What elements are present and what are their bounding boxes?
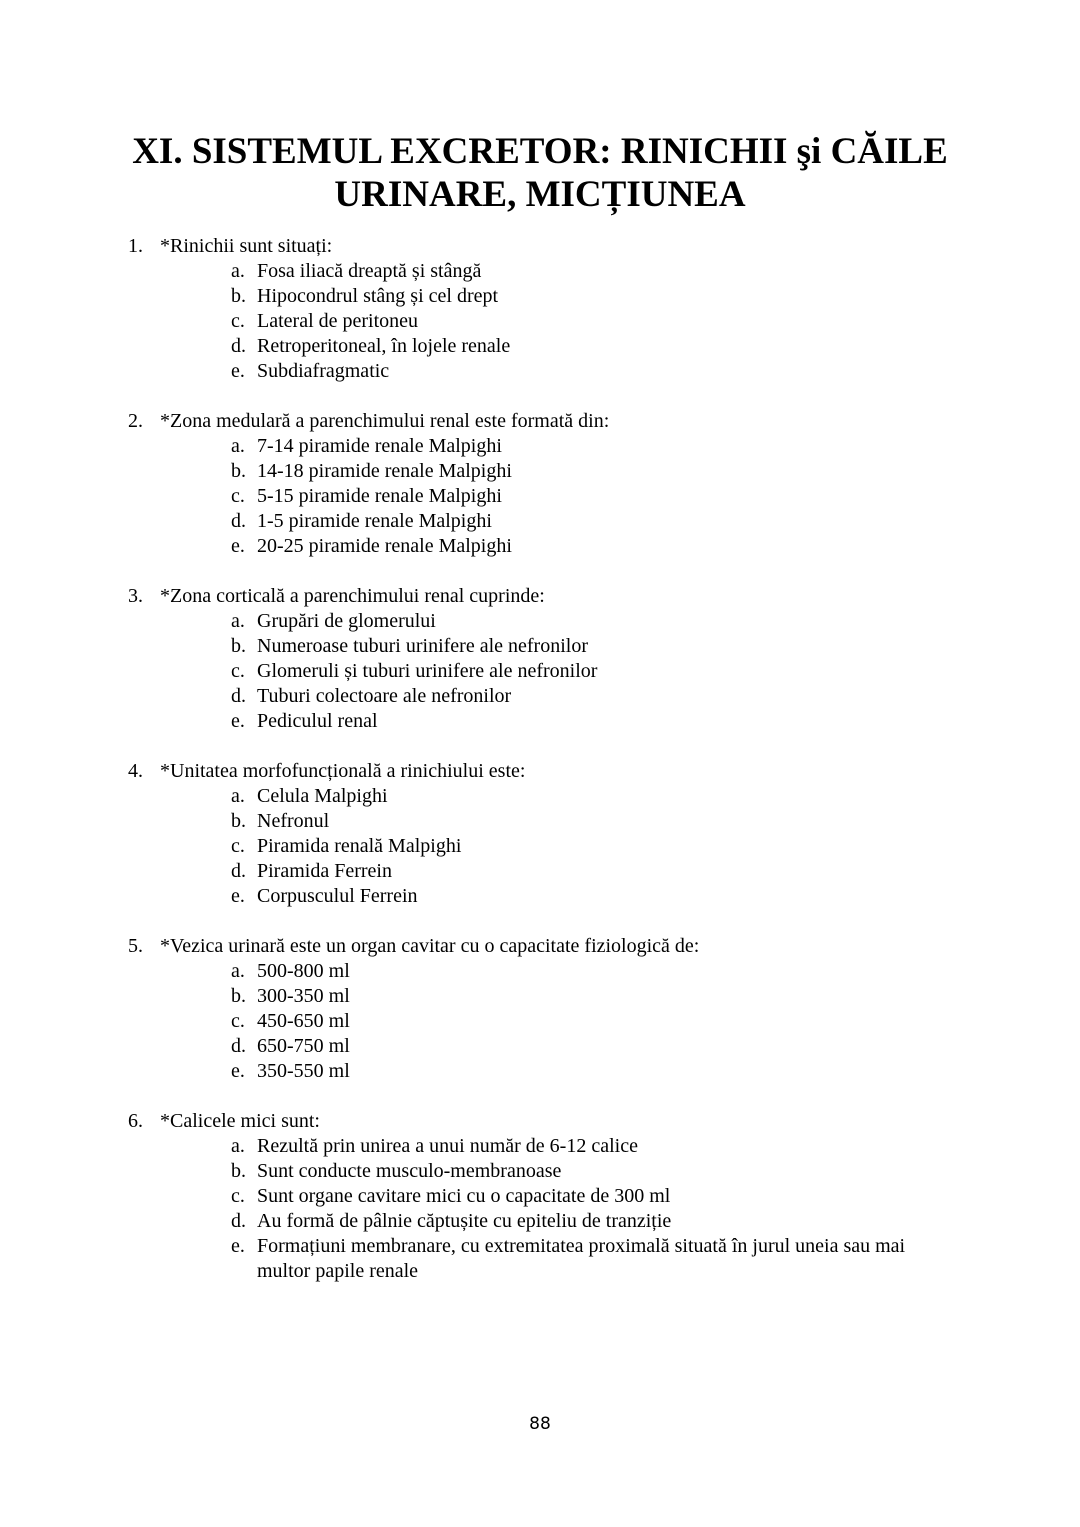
option-text: Celula Malpighi <box>257 785 388 807</box>
answer-option <box>0 459 1080 484</box>
answer-option <box>0 984 1080 1009</box>
option-text: Sunt conducte musculo-membranoase <box>257 1160 562 1182</box>
page-number: 88 <box>529 1414 551 1434</box>
option-letter: b. <box>231 810 246 832</box>
option-text: Corpusculul Ferrein <box>257 885 418 907</box>
question-text: *Zona corticală a parenchimului renal cuprinde: <box>160 585 545 607</box>
option-text: 650-750 ml <box>257 1035 350 1057</box>
option-letter: d. <box>231 335 246 357</box>
option-text: Au formă de pâlnie căptușite cu epiteliu de tranziție <box>257 1210 672 1232</box>
answer-option <box>0 1034 1080 1059</box>
option-letter: e. <box>231 360 245 382</box>
answer-option <box>0 884 1080 909</box>
answer-option <box>0 1209 1080 1234</box>
option-text: Lateral de peritoneu <box>257 310 419 332</box>
answer-option <box>0 509 1080 534</box>
answer-option <box>0 359 1080 384</box>
option-letter: e. <box>231 1060 245 1082</box>
option-letter: e. <box>231 1235 245 1257</box>
option-text: Hipocondrul stâng și cel drept <box>257 285 499 307</box>
question-number: 1. <box>128 235 143 257</box>
option-letter: a. <box>231 960 245 982</box>
answer-option <box>0 784 1080 809</box>
option-letter: c. <box>231 1010 245 1032</box>
option-text: Glomeruli și tuburi urinifere ale nefronilor <box>257 660 598 682</box>
question-item <box>0 409 1080 559</box>
option-letter: b. <box>231 460 246 482</box>
option-text: Grupări de glomerului <box>257 610 436 632</box>
answer-option <box>0 434 1080 459</box>
option-letter: c. <box>231 660 245 682</box>
page-title-line-2: URINARE, MICȚIUNEA <box>334 174 746 215</box>
option-text: 300-350 ml <box>257 985 350 1007</box>
option-letter: b. <box>231 1160 246 1182</box>
option-text: Piramida Ferrein <box>257 860 392 882</box>
option-text: Piramida renală Malpighi <box>257 835 462 857</box>
question-number: 6. <box>128 1110 143 1132</box>
option-text: 14-18 piramide renale Malpighi <box>257 460 512 482</box>
option-text: 7-14 piramide renale Malpighi <box>257 435 502 457</box>
question-item <box>0 1109 1080 1284</box>
answer-option <box>0 259 1080 284</box>
option-letter: e. <box>231 710 245 732</box>
answer-option <box>0 684 1080 709</box>
answer-option <box>0 284 1080 309</box>
option-text: 450-650 ml <box>257 1010 350 1032</box>
answer-options <box>0 784 1080 909</box>
option-text: Formațiuni membranare, cu extremitatea proximală situată în jurul uneia sau mai multor papile renale <box>257 1235 906 1282</box>
question-text: *Vezica urinară este un organ cavitar cu o capacitate fiziologică de: <box>160 935 700 957</box>
question-text: *Rinichii sunt situați: <box>160 235 333 257</box>
option-text: 1-5 piramide renale Malpighi <box>257 510 492 532</box>
option-letter: b. <box>231 635 246 657</box>
answer-option <box>0 959 1080 984</box>
answer-option <box>0 484 1080 509</box>
question-text: *Unitatea morfofuncțională a rinichiului este: <box>160 760 526 782</box>
option-letter: b. <box>231 985 246 1007</box>
answer-option <box>0 534 1080 559</box>
answer-options <box>0 434 1080 559</box>
option-letter: d. <box>231 510 246 532</box>
question-text: *Calicele mici sunt: <box>160 1110 320 1132</box>
option-text: Subdiafragmatic <box>257 360 390 382</box>
answer-option <box>0 334 1080 359</box>
question-item <box>0 759 1080 909</box>
question-line <box>0 234 1080 259</box>
option-letter: d. <box>231 860 246 882</box>
option-text: Fosa iliacă dreaptă și stângă <box>257 260 482 282</box>
answer-option <box>0 634 1080 659</box>
answer-option <box>0 834 1080 859</box>
option-letter: c. <box>231 835 245 857</box>
answer-option <box>0 1159 1080 1184</box>
answer-options <box>0 259 1080 384</box>
option-letter: c. <box>231 310 245 332</box>
question-line <box>0 409 1080 434</box>
question-item <box>0 234 1080 384</box>
option-text: 20-25 piramide renale Malpighi <box>257 535 512 557</box>
question-number: 5. <box>128 935 143 957</box>
option-text: Rezultă prin unirea a unui număr de 6-12 calice <box>257 1135 638 1157</box>
question-number: 3. <box>128 585 143 607</box>
option-letter: a. <box>231 435 245 457</box>
answer-options <box>0 959 1080 1084</box>
option-letter: a. <box>231 785 245 807</box>
option-letter: c. <box>231 485 245 507</box>
option-letter: a. <box>231 260 245 282</box>
option-text: Tuburi colectoare ale nefronilor <box>257 685 512 707</box>
question-line <box>0 934 1080 959</box>
answer-option <box>0 659 1080 684</box>
option-letter: c. <box>231 1185 245 1207</box>
page-title-line-1: XI. SISTEMUL EXCRETOR: RINICHII şi CĂILE <box>132 131 948 172</box>
question-line <box>0 584 1080 609</box>
option-letter: d. <box>231 685 246 707</box>
question-number: 4. <box>128 760 143 782</box>
option-letter: e. <box>231 535 245 557</box>
option-text: 5-15 piramide renale Malpighi <box>257 485 502 507</box>
question-line <box>0 759 1080 784</box>
answer-options <box>0 609 1080 734</box>
question-item <box>0 934 1080 1084</box>
question-text: *Zona medulară a parenchimului renal este formată din: <box>160 410 610 432</box>
option-letter: e. <box>231 885 245 907</box>
option-text: Pediculul renal <box>257 710 378 732</box>
answer-options <box>0 1134 1080 1284</box>
answer-option <box>0 1184 1080 1209</box>
answer-option <box>0 1134 1080 1159</box>
question-line <box>0 1109 1080 1134</box>
question-list <box>0 234 1080 1309</box>
option-letter: d. <box>231 1210 246 1232</box>
answer-option <box>0 709 1080 734</box>
option-letter: d. <box>231 1035 246 1057</box>
option-text: 350-550 ml <box>257 1060 350 1082</box>
option-text: Numeroase tuburi urinifere ale nefronilor <box>257 635 588 657</box>
answer-option <box>0 1059 1080 1084</box>
option-text: Nefronul <box>257 810 330 832</box>
option-letter: a. <box>231 610 245 632</box>
answer-option <box>0 309 1080 334</box>
answer-option <box>0 1009 1080 1034</box>
option-text: Retroperitoneal, în lojele renale <box>257 335 511 357</box>
option-letter: b. <box>231 285 246 307</box>
option-text: Sunt organe cavitare mici cu o capacitate de 300 ml <box>257 1185 671 1207</box>
answer-option <box>0 859 1080 884</box>
question-number: 2. <box>128 410 143 432</box>
answer-option <box>0 609 1080 634</box>
question-item <box>0 584 1080 734</box>
answer-option <box>0 1234 1080 1284</box>
option-text: 500-800 ml <box>257 960 350 982</box>
option-letter: a. <box>231 1135 245 1157</box>
answer-option <box>0 809 1080 834</box>
